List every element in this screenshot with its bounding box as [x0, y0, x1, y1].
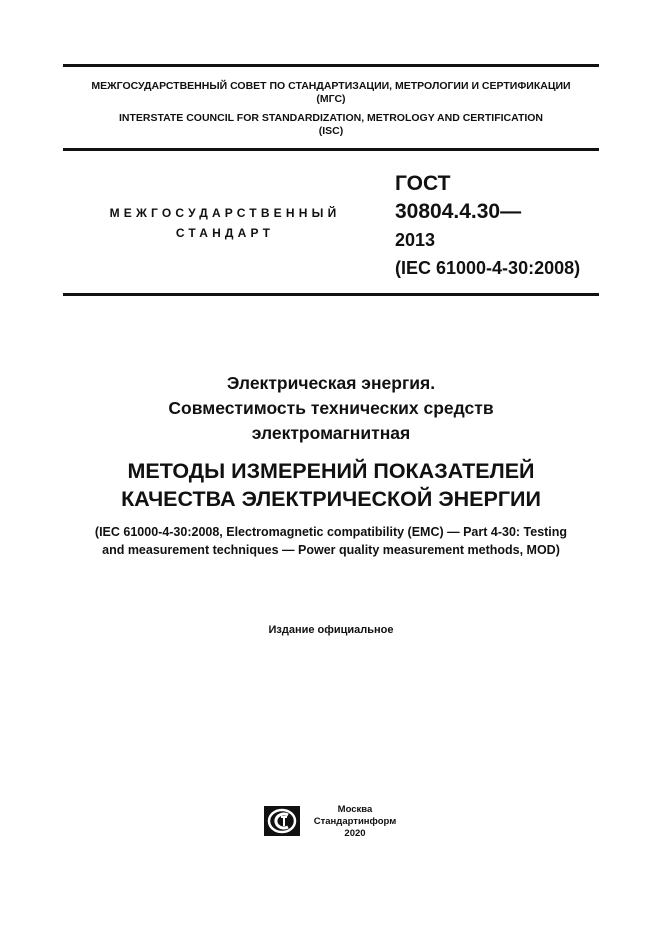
council-name-ru-line1: МЕЖГОСУДАРСТВЕННЫЙ СОВЕТ ПО СТАНДАРТИЗАЦИИ, МЕТРОЛОГИИ И СЕРТИФИКАЦИИ: [91, 80, 571, 92]
bottom-rule: [63, 293, 599, 296]
designation-number: 30804.4.30—: [395, 200, 522, 223]
publisher-year: 2020: [344, 828, 366, 839]
council-abbr-ru: (МГС): [316, 93, 346, 105]
middle-rule: [63, 148, 599, 151]
publisher-info: [310, 804, 400, 840]
iec-reference: [63, 523, 599, 559]
standard-kind: [90, 203, 360, 243]
standartinform-logo-icon: [264, 806, 300, 836]
publisher-name: Стандартинформ: [313, 816, 397, 827]
standard-designation: [395, 170, 580, 282]
document-subtitle: [63, 371, 599, 446]
subtitle-line1: Электрическая энергия.: [226, 373, 436, 393]
title-line2: КАЧЕСТВА ЭЛЕКТРИЧЕСКОЙ ЭНЕРГИИ: [121, 487, 541, 511]
designation-iec: (IEC 61000-4-30:2008): [395, 258, 581, 278]
council-name-en-line1: INTERSTATE COUNCIL FOR STANDARDIZATION, METROLOGY AND CERTIFICATION: [118, 112, 544, 124]
iec-reference-line2: and measurement techniques — Power quality measurement methods, MOD): [102, 543, 560, 557]
iec-reference-line1: (IEC 61000-4-30:2008, Electromagnetic compatibility (EMC) — Part 4-30: Testing: [94, 525, 568, 539]
title-line1: МЕТОДЫ ИЗМЕРЕНИЙ ПОКАЗАТЕЛЕЙ: [127, 459, 535, 483]
standard-kind-line1: МЕЖГОСУДАРСТВЕННЫЙ: [109, 206, 341, 220]
edition-label: Издание официальное: [268, 624, 394, 636]
council-abbr-en: (ISC): [318, 125, 344, 137]
subtitle-line2: Совместимость технических средств: [168, 398, 494, 418]
top-rule: [63, 64, 599, 67]
council-name-ru: [63, 80, 599, 106]
standard-kind-line2: СТАНДАРТ: [175, 226, 275, 240]
designation-gost: ГОСТ: [395, 172, 451, 195]
publisher-city: Москва: [337, 804, 373, 815]
council-name-en: [63, 112, 599, 138]
subtitle-line3: электромагнитная: [251, 423, 411, 443]
designation-year: 2013: [395, 230, 436, 250]
document-title: [63, 457, 599, 513]
